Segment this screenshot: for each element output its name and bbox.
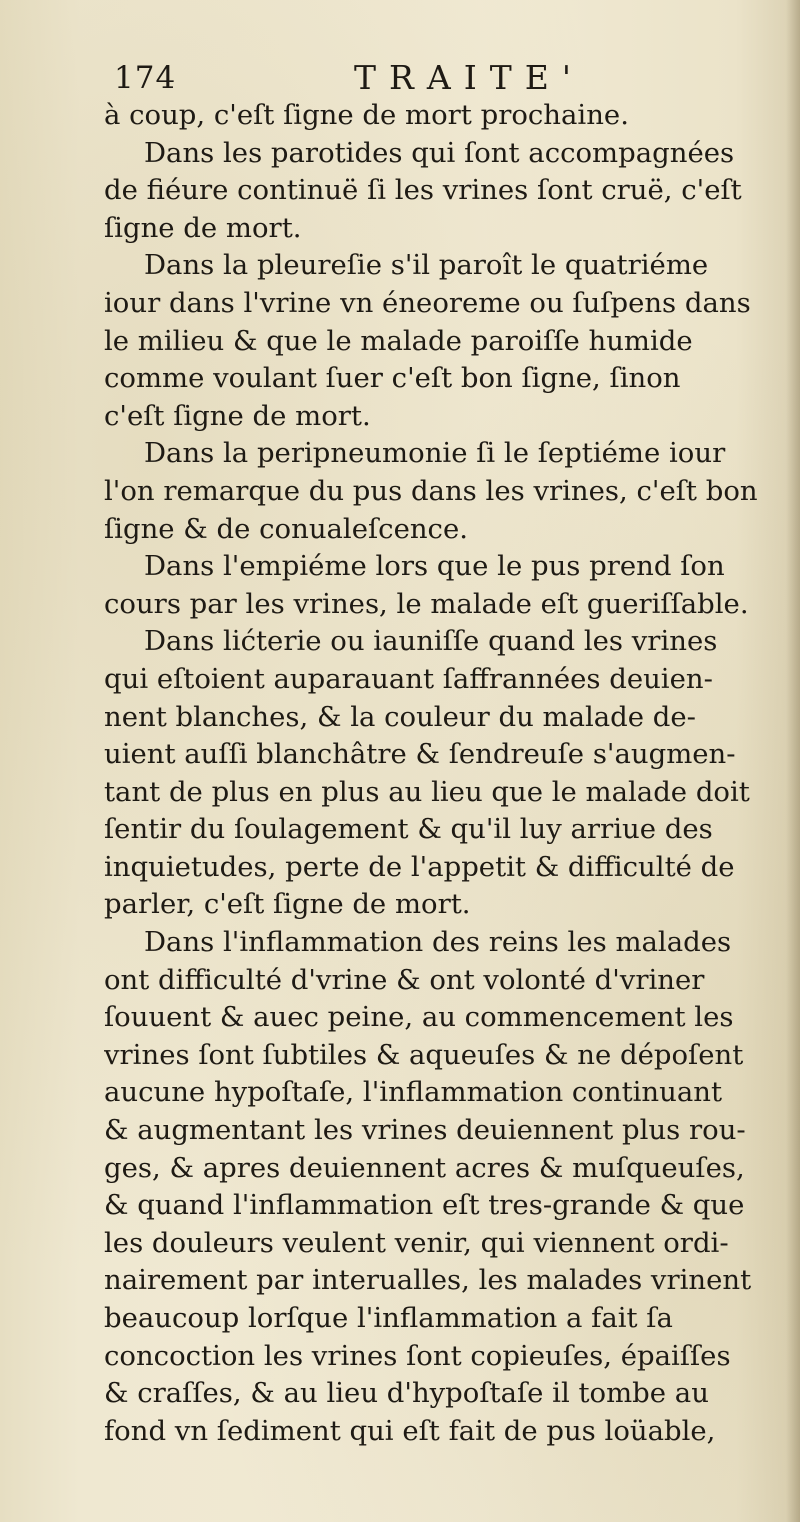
page-edge-shadow (786, 0, 800, 1522)
text-line: & craſſes, & au lieu d'hypoſtaſe il tombe au (104, 1377, 709, 1410)
text-line: ont difficulté d'vrine & ont volonté d'vriner (104, 963, 705, 996)
text-line: c'eſt ſigne de mort. (104, 399, 371, 432)
text-line: à coup, c'eſt ſigne de mort prochaine. (104, 99, 629, 131)
text-line: Dans lićterie ou iauniſſe quand les vrines (144, 625, 718, 658)
text-line: Dans l'inflammation des reins les malades (144, 926, 732, 959)
text-line: & augmentant les vrines deuiennent plus rou- (104, 1114, 746, 1147)
text-line: ſigne de mort. (104, 211, 302, 244)
text-line: nent blanches, & la couleur du malade de- (104, 700, 696, 733)
text-line: inquietudes, perte de l'appetit & difficulté de (104, 850, 735, 883)
text-line: iour dans l'vrine vn éneoreme ou ſuſpens dans (104, 286, 751, 319)
text-line: l'on remarque du pus dans les vrines, c'eſt bon (104, 474, 758, 507)
text-line: fond vn ſediment qui eſt fait de pus loüable, (104, 1414, 716, 1447)
text-line: vrines ſont ſubtiles & aqueuſes & ne dépoſent (104, 1038, 744, 1071)
text-line: qui eſtoient auparauant ſaffrannées deuien- (104, 662, 713, 695)
text-line: cours par les vrines, le malade eſt gueriſſable. (104, 587, 749, 620)
text-line: parler, c'eſt ſigne de mort. (104, 888, 471, 921)
text-line: beaucoup lorſque l'inflammation a fait ſa (104, 1302, 673, 1334)
page-number: 174 (114, 60, 177, 96)
text-line: le milieu & que le malade paroiſſe humide (104, 324, 693, 357)
text-line: Dans l'empiéme lors que le pus prend ſon (144, 550, 725, 583)
text-line: Dans la peripneumonie ſi le ſeptiéme iour (144, 437, 726, 470)
text-line: ſentir du ſoulagement & qu'il luy arriue des (104, 813, 713, 846)
text-line: tant de plus en plus au lieu que le malade doit (104, 775, 750, 808)
text-line: nairement par interualles, les malades vrinent (104, 1264, 752, 1297)
text-line: & quand l'inflammation eſt tres-grande & que (104, 1189, 745, 1222)
text-line: concoction les vrines ſont copieuſes, épaiſſes (104, 1339, 731, 1372)
text-line: les douleurs veulent venir, qui viennent ordi- (104, 1226, 729, 1259)
text-line: aucune hypoſtaſe, l'inflammation continuant (104, 1076, 723, 1109)
body-text (104, 97, 768, 1450)
page-header (104, 60, 764, 100)
text-line: uient auſſi blanchâtre & ſendreuſe s'augmen- (104, 738, 736, 771)
text-line: de fiéure continuë ſi les vrines ſont cruë, c'eſt (104, 174, 742, 207)
running-title: TRAITE' (354, 58, 584, 97)
text-line: ges, & apres deuiennent acres & muſqueuſes, (104, 1151, 745, 1184)
text-line: Dans la pleureſie s'il paroît le quatriéme (144, 249, 709, 282)
text-line: comme voulant ſuer c'eſt bon ſigne, ſinon (104, 362, 681, 395)
text-line: ſouuent & auec peine, au commencement les (104, 1001, 734, 1034)
text-line: ſigne & de conualeſcence. (104, 512, 468, 545)
text-line: Dans les parotides qui ſont accompagnées (144, 136, 735, 169)
